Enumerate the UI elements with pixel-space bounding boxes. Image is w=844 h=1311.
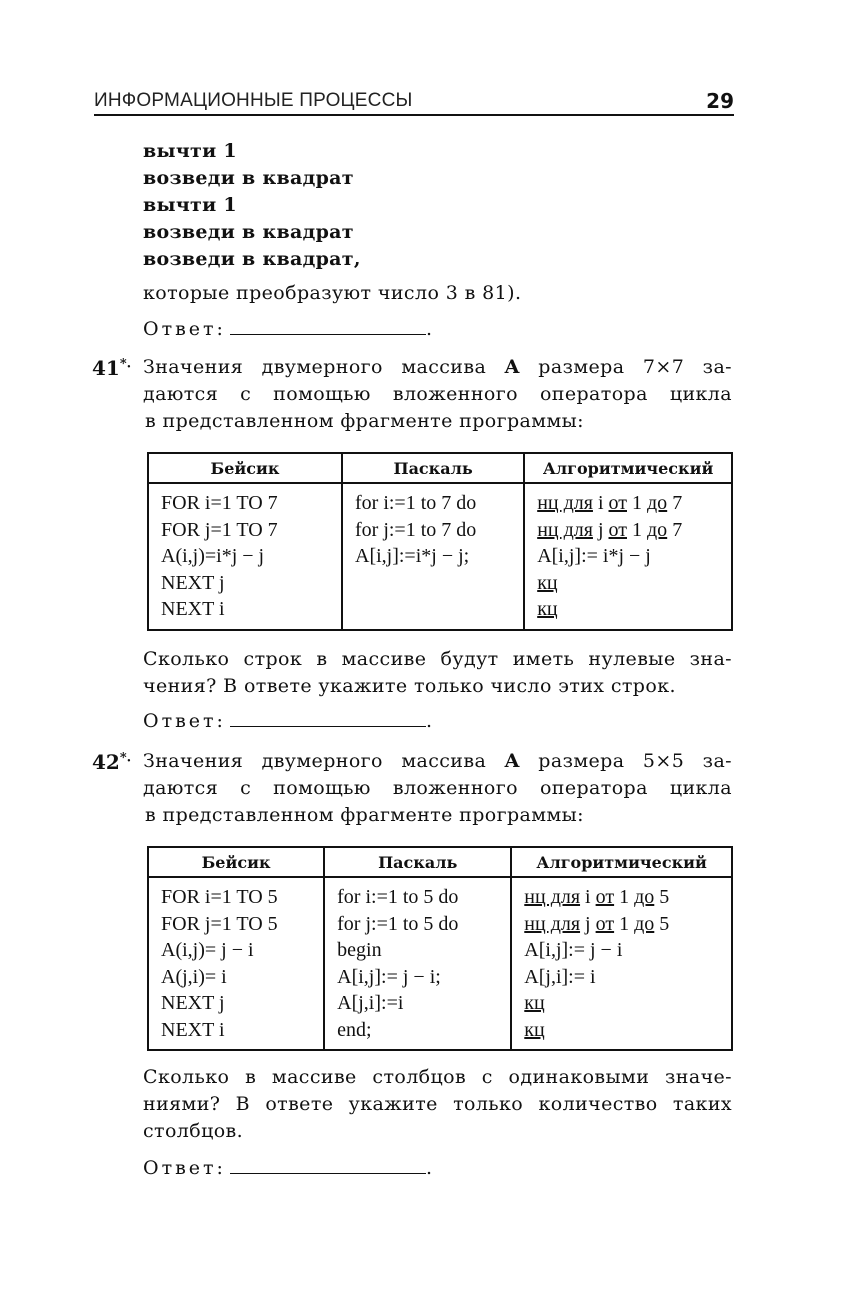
question-line: Сколько в массиве столбцов с одинаковыми значе-: [143, 1066, 732, 1088]
basic-code: FOR i=1 TO 5 FOR j=1 TO 5 A(i,j)= j − i A(j,i)= i NEXT j NEXT i: [148, 877, 324, 1050]
task-number: 41*.: [92, 356, 132, 380]
header-algorithmic: Алгоритмический: [511, 847, 732, 877]
task-statement-line: Значения двумерного массива A размера 7×7 за-: [143, 356, 732, 378]
header-pascal: Паскаль: [324, 847, 511, 877]
prev-task-tail: которые преобразуют число 3 в 81).: [143, 282, 522, 304]
answer-blank[interactable]: [230, 708, 426, 727]
answer-label: Ответ:: [143, 1157, 226, 1179]
question-line: чения? В ответе укажите только число этих строк.: [143, 675, 676, 697]
command-line: возведи в квадрат: [143, 167, 354, 189]
header-rule: [94, 114, 734, 116]
task-number: 42*.: [92, 750, 132, 774]
answer-label: Ответ:: [143, 318, 226, 340]
header-basic: Бейсик: [148, 453, 342, 483]
program-table: [147, 846, 733, 1051]
header-basic: Бейсик: [148, 847, 324, 877]
command-line: возведи в квадрат: [143, 221, 354, 243]
pascal-code: for i:=1 to 5 do for j:=1 to 5 do begin A[i,j]:= j − i; A[j,i]:=i end;: [324, 877, 511, 1050]
running-header: [94, 86, 734, 116]
basic-code: FOR i=1 TO 7 FOR j=1 TO 7 A(i,j)=i*j − j NEXT j NEXT i: [148, 483, 342, 630]
algorithmic-code: нц для i от 1 до 7 нц для j от 1 до 7 A[i,j]:= i*j − j кц кц: [524, 483, 732, 630]
question-line: ниями? В ответе укажите только количество таких: [143, 1093, 732, 1115]
pascal-code: for i:=1 to 7 do for j:=1 to 7 do A[i,j]:=i*j − j;: [342, 483, 524, 630]
task-statement-line: Значения двумерного массива A размера 5×5 за-: [143, 750, 732, 772]
header-algorithmic: Алгоритмический: [524, 453, 732, 483]
algorithmic-code: нц для i от 1 до 5 нц для j от 1 до 5 A[i,j]:= j − i A[j,i]:= i кц кц: [511, 877, 732, 1050]
answer-blank[interactable]: [230, 316, 426, 335]
command-line: вычти 1: [143, 194, 237, 216]
header-pascal: Паскаль: [342, 453, 524, 483]
answer-line: Ответ: .: [143, 318, 432, 340]
answer-label: Ответ:: [143, 710, 226, 732]
command-line: возведи в квадрат,: [143, 248, 361, 270]
page-number: 29: [706, 89, 734, 113]
section-title: ИНФОРМАЦИОННЫЕ ПРОЦЕССЫ: [94, 90, 413, 111]
answer-line: Ответ: .: [143, 1157, 432, 1179]
task-statement-line: в представленном фрагменте программы:: [145, 410, 584, 432]
command-line: вычти 1: [143, 140, 237, 162]
program-table: [147, 452, 733, 631]
task-statement-line: даются с помощью вложенного оператора цикла: [143, 777, 732, 799]
question-line: Сколько строк в массиве будут иметь нулевые зна-: [143, 648, 732, 670]
task-statement-line: в представленном фрагменте программы:: [145, 804, 584, 826]
answer-line: Ответ: .: [143, 710, 432, 732]
task-statement-line: даются с помощью вложенного оператора цикла: [143, 383, 732, 405]
question-line: столбцов.: [143, 1120, 244, 1142]
answer-blank[interactable]: [230, 1155, 426, 1174]
